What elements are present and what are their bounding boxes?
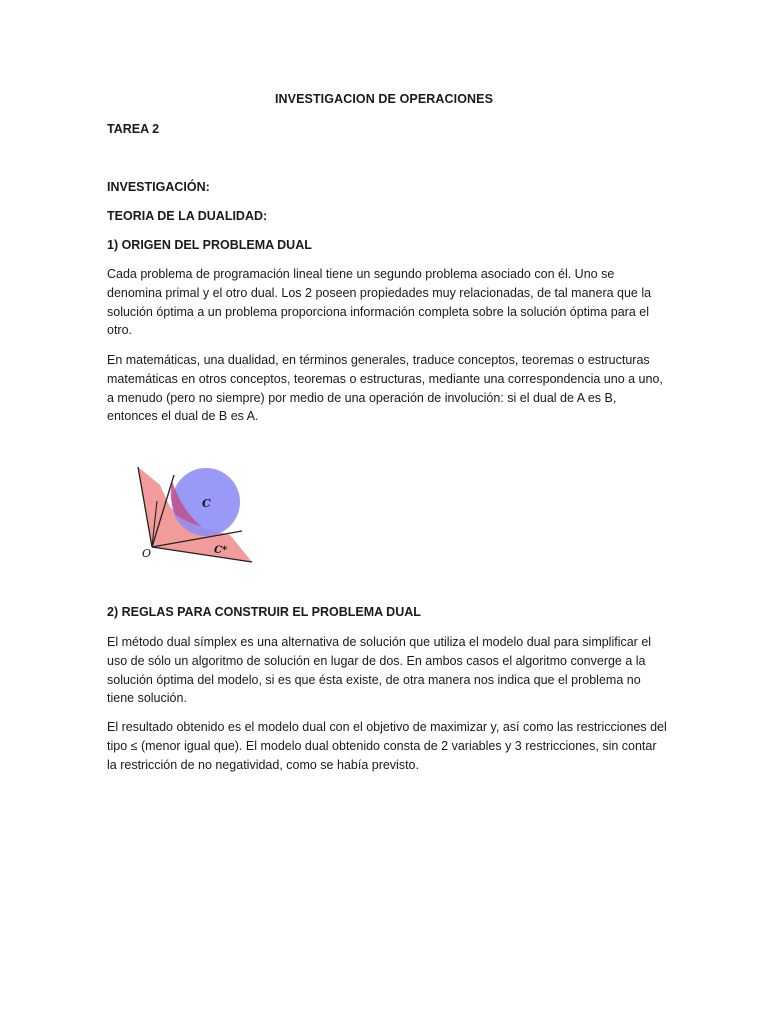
section2-paragraph-1: El método dual símplex es una alternativa de solución que utiliza el modelo dual para simplificar el uso de sólo un algoritmo de solución en lugar de dos. En ambos casos el algoritmo converge a la solución óptima del modelo, si es que ésta existe, de otra manera nos indica que el problema no tiene solución.: [107, 635, 652, 706]
origin-label: O: [142, 547, 152, 560]
task-label: TAREA 2: [107, 122, 160, 136]
section1-paragraph-2: En matemáticas, una dualidad, en términos generales, traduce conceptos, teoremas o estructuras matemáticas en otros conceptos, teoremas o estructuras, mediante una correspondencia uno a uno, a menudo (pero no siempre) por medio de una operación de involución: si el dual de A es B, entonces el dual de B es A.: [107, 353, 663, 424]
cone-label: C: [202, 497, 211, 510]
duality-cone-svg: [130, 455, 260, 575]
document-title: INVESTIGACION DE OPERACIONES: [274, 92, 494, 106]
duality-cone-figure: [130, 455, 260, 575]
research-heading: INVESTIGACIÓN:: [107, 180, 210, 194]
section2-heading: 2) REGLAS PARA CONSTRUIR EL PROBLEMA DUAL: [107, 605, 421, 619]
theory-heading: TEORIA DE LA DUALIDAD:: [107, 209, 268, 223]
section2-paragraph-2: El resultado obtenido es el modelo dual con el objetivo de maximizar y, así como las restricciones del tipo ≤ (menor igual que). El modelo dual obtenido consta de 2 variables y 3 restricciones, sin contar la restricción de no negatividad, como se había previsto.: [107, 720, 667, 772]
dual-cone-label: C*: [214, 545, 228, 556]
section1-heading: 1) ORIGEN DEL PROBLEMA DUAL: [107, 238, 312, 252]
section1-paragraph-1: Cada problema de programación lineal tiene un segundo problema asociado con él. Uno se denomina primal y el otro dual. Los 2 poseen propiedades muy relacionadas, de tal manera que la solución óptima a un problema proporciona información completa sobre la solución óptima para el otro.: [107, 267, 652, 338]
